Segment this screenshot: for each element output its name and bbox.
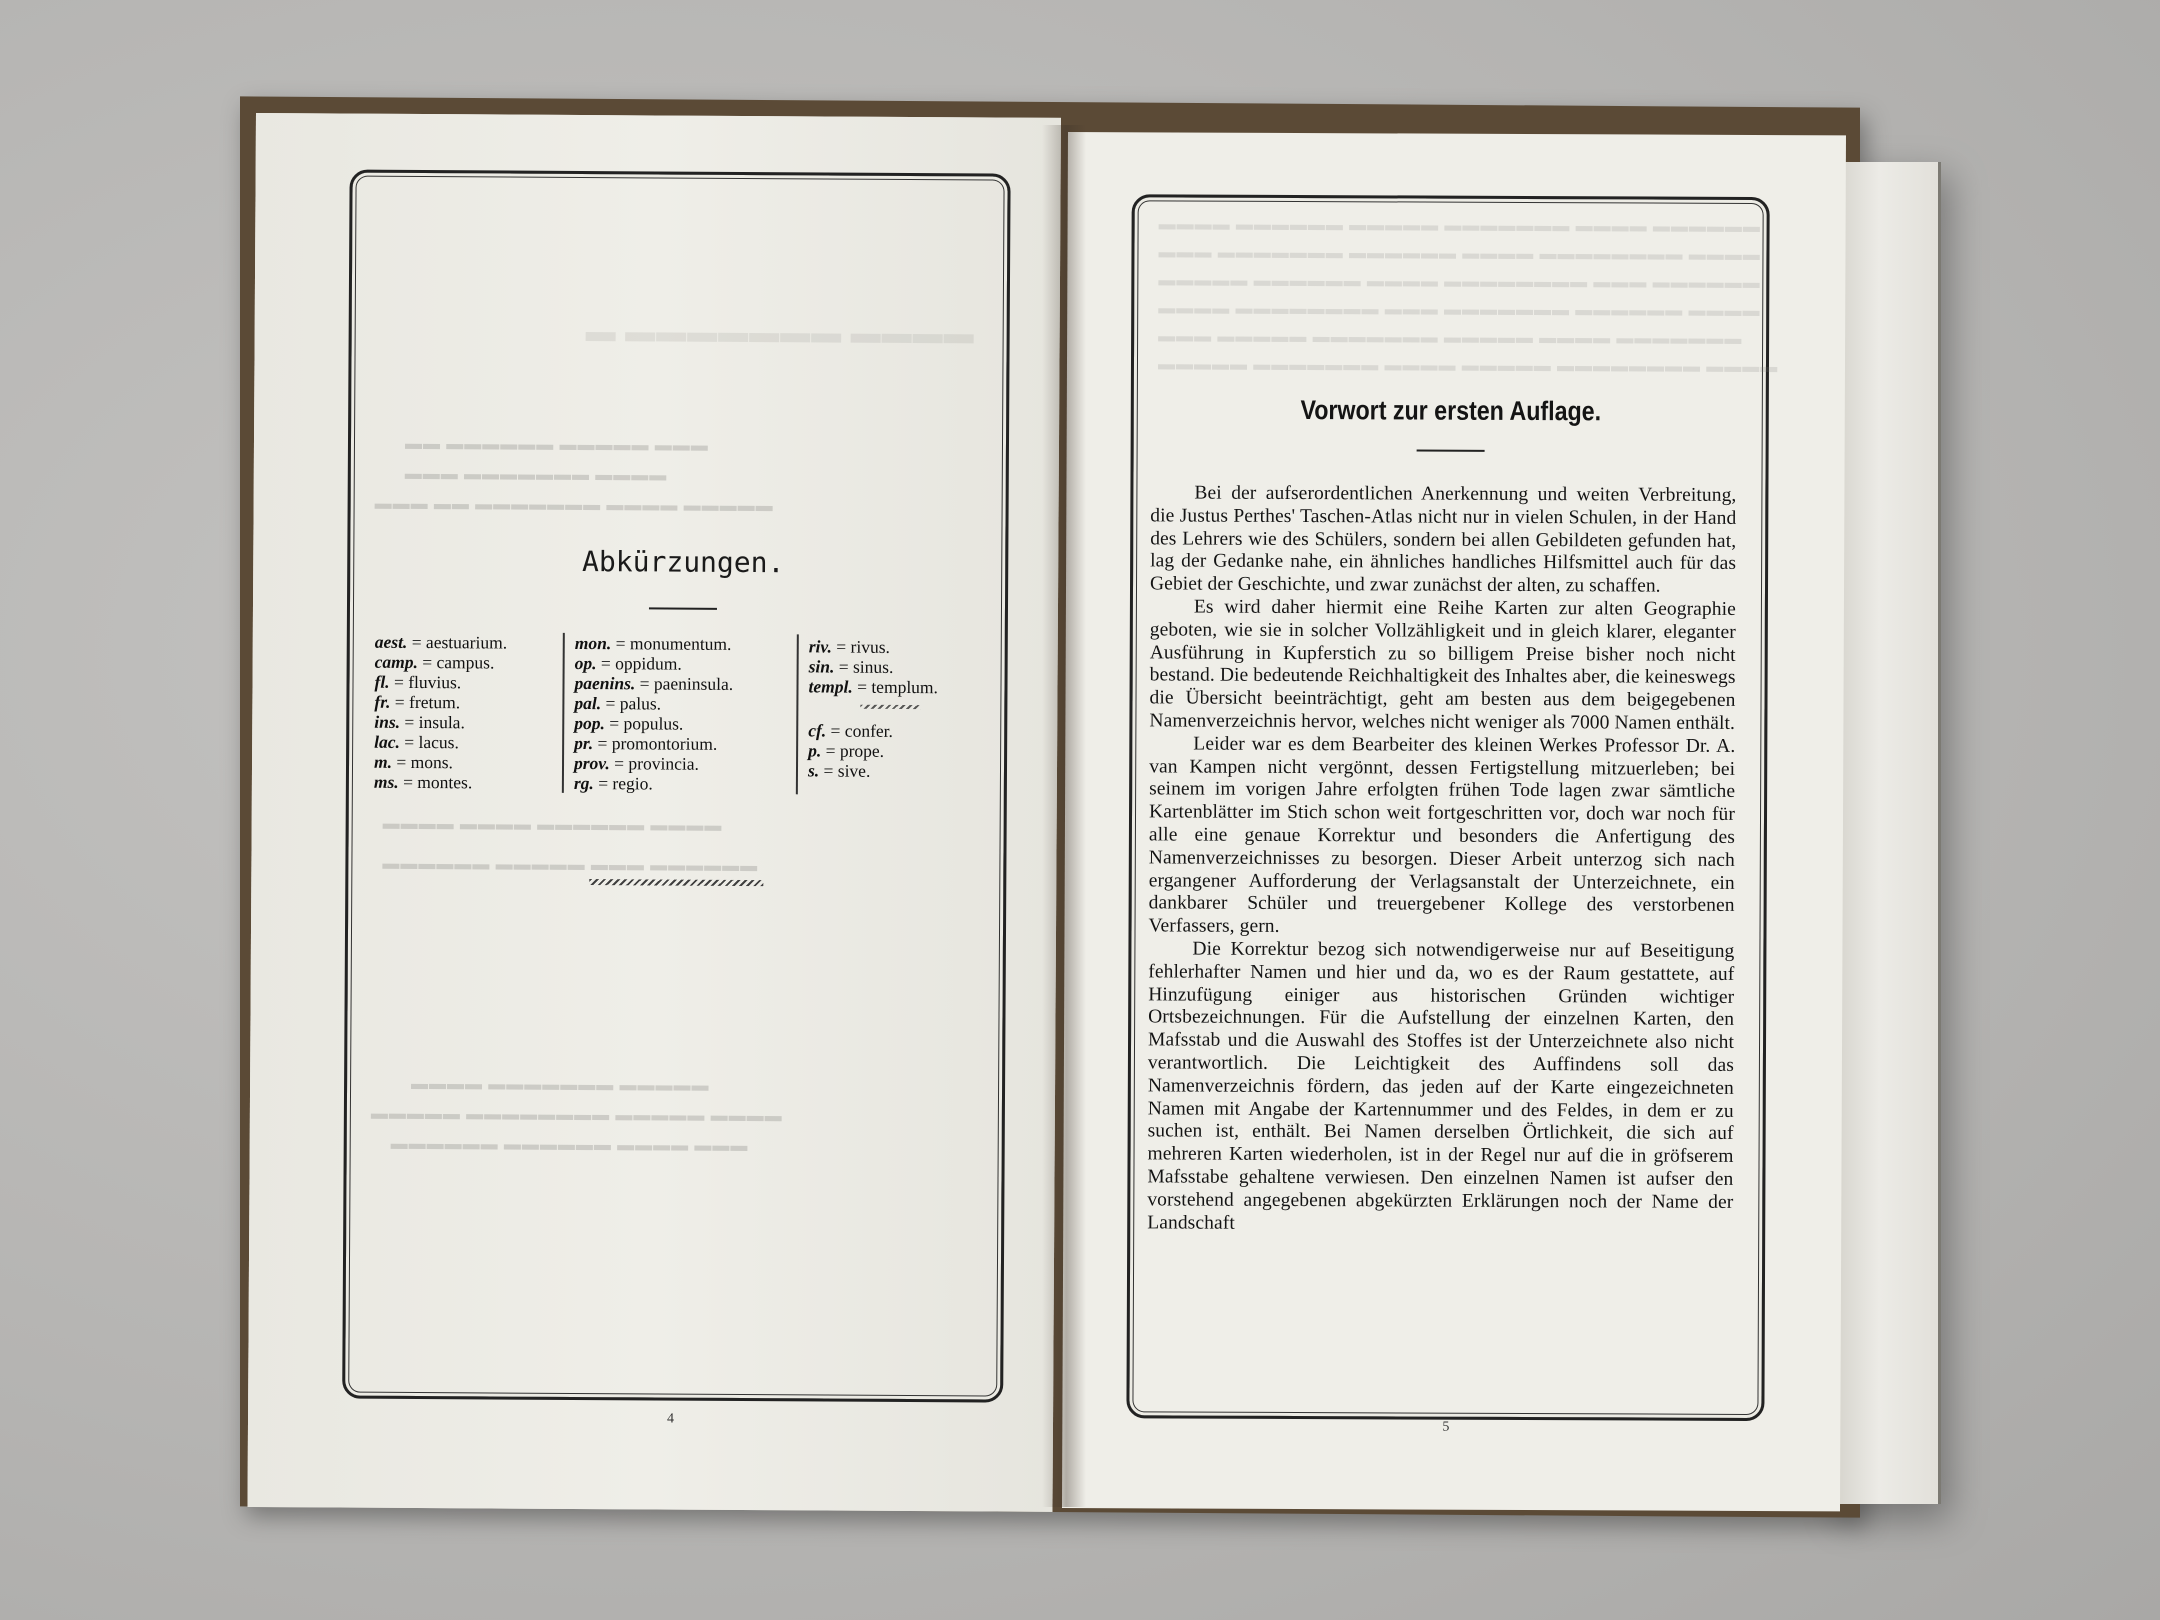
show-through-text: ▬▬▬ ▬▬▬▬ ▬▬▬▬▬▬ ▬▬▬▬▬▬	[389, 1133, 748, 1156]
preface-paragraph: Bei der aufserordentlichen Anerkennung und weiten Verbreitung, die Justus Perthes' Taschen-Atlas nicht nur in vielen Schulen, in der Hand des Lehrers wie des Schülers, sondern bei allen Gebildeten gefunden hat, lag der Gedanke nahe, ein ähnliches handliches Hilfsmittel auch für das Gebiet der Geschichte, und zwar zunächst der alten, zu schaffen.	[1149, 482, 1737, 597]
show-through-text: ▬▬▬▬▬▬ ▬▬▬▬ ▬▬▬▬▬▬▬ ▬▬▬▬▬ ▬▬▬▬▬▬ ▬▬▬▬	[1157, 214, 1760, 237]
abbr-entry: prov. = provincia.	[573, 752, 700, 774]
title-underline	[1417, 450, 1485, 452]
abbr-entry: op. = oppidum.	[574, 652, 682, 674]
abbr-entry: fl. = fluvius.	[374, 671, 462, 693]
show-through-text: ▬▬▬ ▬▬▬▬▬ ▬▬▬▬▬▬ ▬▬	[403, 433, 708, 455]
abbr-entry: ms. = montes.	[373, 771, 473, 793]
page-number-right: 5	[1442, 1419, 1450, 1435]
abbr-entry: riv. = rivus.	[808, 636, 890, 657]
preface-body	[1147, 482, 1736, 1237]
preface-paragraph: Es wird daher hiermit eine Reihe Karten zur alten Geographie geboten, wie sie in solcher Vollzähligkeit und in gleich klarer, eleganter Ausführung in Kupferstich zu so billigem Preise bisher noch nicht bestand. Die bedeutende Reichhaltigkeit des Inhaltes aber, die keineswegs die Übersicht beeinträchtigt, geht am besten aus dem beigegebenen Namenverzeichnis hervor, welches nicht weniger als 7000 Namen enthält.	[1149, 596, 1736, 734]
abbr-entry: pal. = palus.	[574, 692, 662, 714]
show-through-text: ▬▬▬▬▬▬▬ ▬▬▬▬ ▬▬▬▬▬ ▬▬▬▬▬▬▬ ▬▬▬▬▬ ▬▬▬	[1157, 326, 1742, 348]
show-through-text: ▬▬▬▬ ▬▬▬▬▬▬▬ ▬▬▬	[403, 463, 667, 485]
show-through-text: ▬▬▬▬ ▬▬▬▬▬▬ ▬▬▬▬▬▬▬ ▬▬▬ ▬▬▬▬▬▬▬▬ ▬▬▬▬	[1157, 298, 1760, 321]
show-through-text: ▬▬▬▬▬▬ ▬▬▬ ▬▬▬▬▬▬▬▬ ▬▬▬▬ ▬▬▬▬▬▬ ▬▬▬▬▬	[1157, 270, 1760, 293]
abbr-entry: aest. = aestuarium.	[374, 631, 508, 653]
show-through-text: ▬▬▬▬ ▬▬▬▬▬▬▬▬ ▬▬▬▬▬ ▬▬▬▬ ▬▬▬▬▬▬▬ ▬▬▬▬▬	[1156, 354, 1778, 377]
abbr-entry: pr. = promontorium.	[574, 732, 718, 754]
page-stack-edge	[1838, 162, 1941, 1504]
abbr-entry: m. = mons.	[373, 751, 454, 773]
abbreviations-column-1	[374, 632, 507, 793]
preface-title: Vorwort zur ersten Auflage.	[1300, 395, 1602, 427]
abbreviations-title: Abkürzungen.	[582, 545, 785, 580]
book-gutter	[1042, 125, 1086, 1507]
abbr-entry: fr. = fretum.	[374, 691, 461, 713]
show-through-text: ▬▬▬▬ ▬▬▬▬▬▬ ▬▬▬▬ ▬▬▬▬	[381, 813, 722, 835]
abbr-entry: mon. = monumentum.	[574, 632, 732, 654]
abbr-entry: paenins. = paeninsula.	[574, 672, 734, 694]
abbr-entry: ins. = insula.	[374, 711, 465, 733]
section-ornament	[860, 705, 920, 709]
abbr-entry: templ. = templum.	[808, 676, 939, 698]
preface-paragraph: Die Korrektur bezog sich notwendigerweise nur auf Beseitigung fehlerhafter Namen und hier und da, wo es der Raum gestattete, auf Hinzufügung einiger aus historischen Gründen wichtiger Ortsbezeichnungen. Für die Aufstellung der einzelnen Karten, den Mafsstab und die Auswahl des Stoffes ist der Unterzeichnete also nicht verantwortlich. Die Leichtigkeit des Auffindens soll das Namenverzeichnis fördern, das jeden auf der Karte eingezeichneten Namen mit Angabe der Kartennummer und des Feldes, in dem er zu suchen ist, enthält. Bei Namen derselben Örtlichkeit, die sich auf mehreren Karten wiederholen, ist in der Regel nur auf die in gröfserem Mafsstabe gehaltene verwiesen. Den einzelnen Namen ist aufser den vorstehend angegebenen abgekürzten Erklärungen noch der Name der Landschaft	[1147, 938, 1735, 1234]
abbr-entry: lac. = lacus.	[374, 731, 459, 753]
show-through-text: ▬▬▬▬▬▬ ▬▬▬ ▬▬▬▬▬ ▬▬▬▬▬▬	[381, 853, 758, 876]
show-through-text: ▬▬▬▬ ▬▬▬▬▬ ▬▬▬▬▬▬▬▬ ▬▬▬▬▬	[369, 1103, 782, 1126]
show-through-text: ▬▬▬▬▬ ▬▬▬▬ ▬▬▬▬▬▬▬ ▬▬ ▬▬▬	[373, 493, 773, 516]
closing-ornament	[589, 879, 763, 886]
right-page	[1062, 132, 1846, 1511]
abbr-entry: rg. = regio.	[573, 772, 653, 794]
show-through-text: ▬▬▬▬ ▬▬▬▬▬▬▬▬ ▬▬▬▬ ▬▬▬▬▬▬ ▬▬▬▬▬▬▬ ▬▬▬	[1157, 242, 1760, 265]
abbreviations-column-3	[808, 636, 938, 781]
abbr-entry: pop. = populus.	[574, 712, 684, 734]
abbr-entry: cf. = confer.	[808, 720, 894, 741]
preface-paragraph: Leider war es dem Bearbeiter des kleinen Werkes Professor Dr. A. van Kampen nicht vergönnt, dessen Fertigstellung mitzuerleben; bei seinem im vorigen Jahre erfolgten frühen Tode lagen zwar sämtliche Kartenblätter im Stich schon weit fortgeschritten vor, doch war noch für alle eine genaue Korrektur und besonders die Anfertigung des Namenverzeichnisses zu besorgen. Dieser Arbeit unterzog sich nach ergangener Aufforderung der Verlagsanstalt der Unterzeichnete, ein dankbarer Schüler und treuergebener Kollege des verstorbenen Verfassers, gern.	[1148, 733, 1736, 938]
title-underline	[649, 607, 717, 609]
page-number-left: 4	[666, 1411, 675, 1427]
abbr-entry: s. = sive.	[807, 760, 871, 781]
show-through-text: ▬▬▬▬ ▬▬▬▬▬▬▬ ▬	[584, 315, 974, 351]
abbreviations-column-2	[574, 633, 734, 794]
show-through-text: ▬▬▬▬▬ ▬▬▬▬▬▬▬ ▬▬▬▬	[410, 1073, 709, 1095]
left-page	[247, 113, 1061, 1512]
abbr-entry: p. = prope.	[808, 740, 885, 761]
abbr-entry: camp. = campus.	[374, 651, 495, 673]
abbr-entry: sin. = sinus.	[808, 656, 894, 677]
